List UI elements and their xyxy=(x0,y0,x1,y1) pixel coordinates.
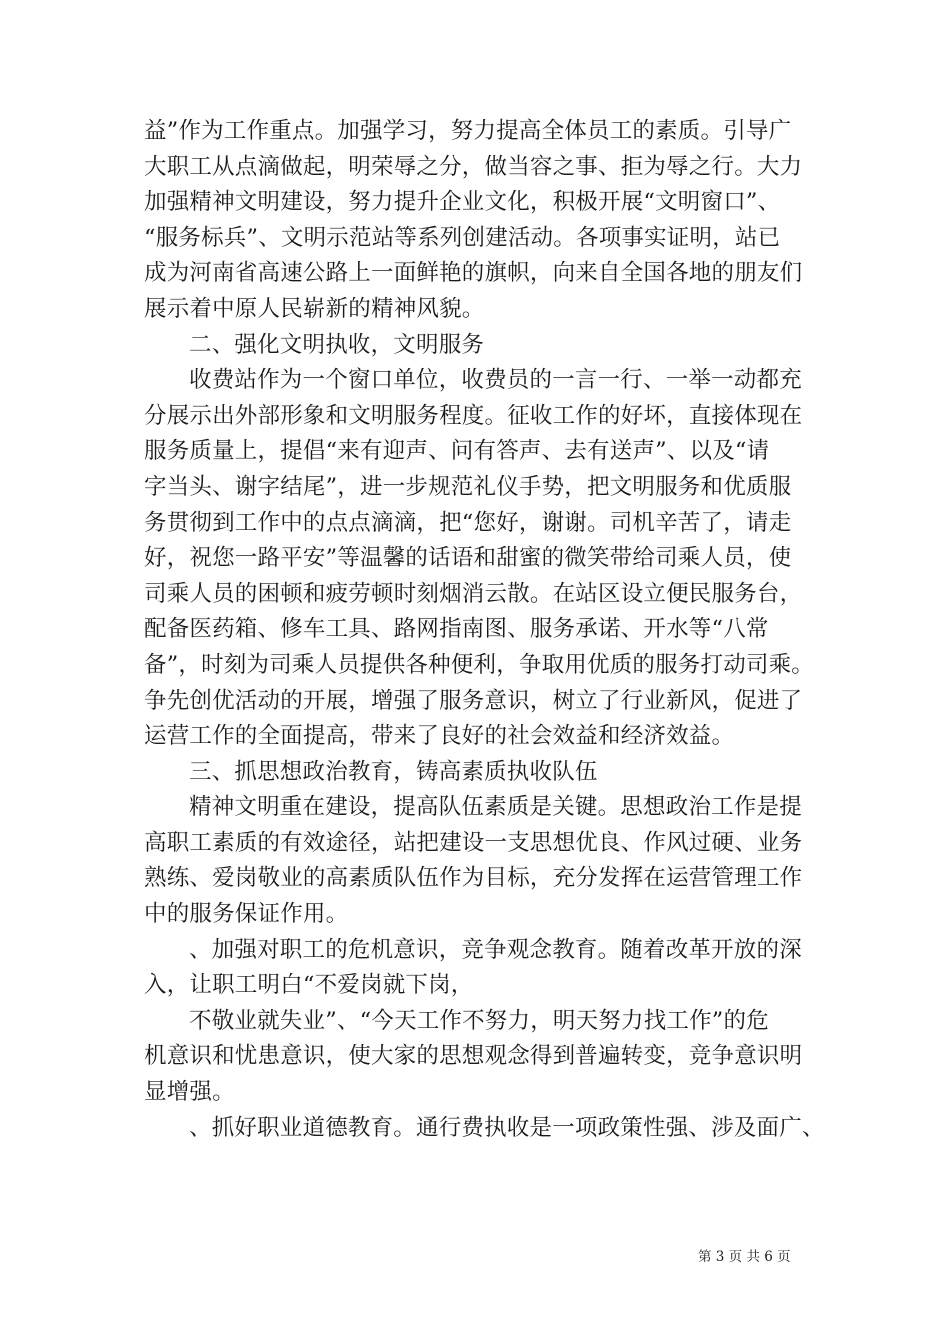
text-line: 务贯彻到工作中的点点滴滴，把“您好，谢谢。司机辛苦了，请走 xyxy=(144,509,792,536)
text-line: 、抓好职业道德教育。通行费执收是一项政策性强、涉及面广、 xyxy=(189,1114,825,1141)
text-line: 精神文明重在建设，提高队伍素质是关键。思想政治工作是提 xyxy=(189,794,802,821)
text-line: 运营工作的全面提高，带来了良好的社会效益和经济效益。 xyxy=(144,723,735,750)
text-line: 展示着中原人民崭新的精神风貌。 xyxy=(144,295,485,322)
text-line: 熟练、爱岗敬业的高素质队伍作为目标，充分发挥在运营管理工作 xyxy=(144,865,803,892)
text-line: 三、抓思想政治教育，铸高素质执收队伍 xyxy=(189,758,598,785)
text-line: 入，让职工明白“不爱岗就下岗， xyxy=(144,972,474,999)
text-line: 服务质量上，提倡“来有迎声、问有答声、去有送声”、以及“请 xyxy=(144,438,770,465)
text-line: 、加强对职工的危机意识，竞争观念教育。随着改革开放的深 xyxy=(189,936,802,963)
text-line: 加强精神文明建设，努力提升企业文化，积极开展“文明窗口”、 xyxy=(144,189,781,216)
text-line: 分展示出外部形象和文明服务程度。征收工作的好坏，直接体现在 xyxy=(144,402,803,429)
page-number-footer: 第 3 页 共 6 页 xyxy=(698,1249,791,1265)
text-line: 显增强。 xyxy=(144,1079,235,1106)
text-line: 收费站作为一个窗口单位，收费员的一言一行、一举一动都充 xyxy=(189,367,802,394)
text-line: 中的服务保证作用。 xyxy=(144,901,349,928)
text-line: 大职工从点滴做起，明荣辱之分，做当容之事、拒为辱之行。大力 xyxy=(144,153,803,180)
text-line: 二、强化文明执收，文明服务 xyxy=(189,331,485,358)
text-line: 不敬业就失业”、“今天工作不努力，明天努力找工作”的危 xyxy=(189,1007,769,1034)
text-line: 高职工素质的有效途径，站把建设一支思想优良、作风过硬、业务 xyxy=(144,829,803,856)
document-body xyxy=(144,114,825,1146)
text-line: “服务标兵”、文明示范站等系列创建活动。各项事实证明，站已 xyxy=(144,224,781,251)
text-line: 益”作为工作重点。加强学习，努力提高全体员工的素质。引导广 xyxy=(144,118,792,144)
text-line: 配备医药箱、修车工具、路网指南图、服务承诺、开水等“八常 xyxy=(144,616,769,643)
text-line: 备”，时刻为司乘人员提供各种便利，争取用优质的服务打动司乘。 xyxy=(144,651,815,678)
text-line: 字当头、谢字结尾”，进一步规范礼仪手势，把文明服务和优质服 xyxy=(144,473,792,500)
text-line: 成为河南省高速公路上一面鲜艳的旗帜，向来自全国各地的朋友们 xyxy=(144,260,803,287)
text-line: 机意识和忧患意识，使大家的思想观念得到普遍转变，竞争意识明 xyxy=(144,1043,803,1070)
text-line: 好，祝您一路平安”等温馨的话语和甜蜜的微笑带给司乘人员，使 xyxy=(144,545,792,572)
text-line: 争先创优活动的开展，增强了服务意识，树立了行业新风，促进了 xyxy=(144,687,803,714)
text-line: 司乘人员的困顿和疲劳顿时刻烟消云散。在站区设立便民服务台， xyxy=(144,580,803,607)
